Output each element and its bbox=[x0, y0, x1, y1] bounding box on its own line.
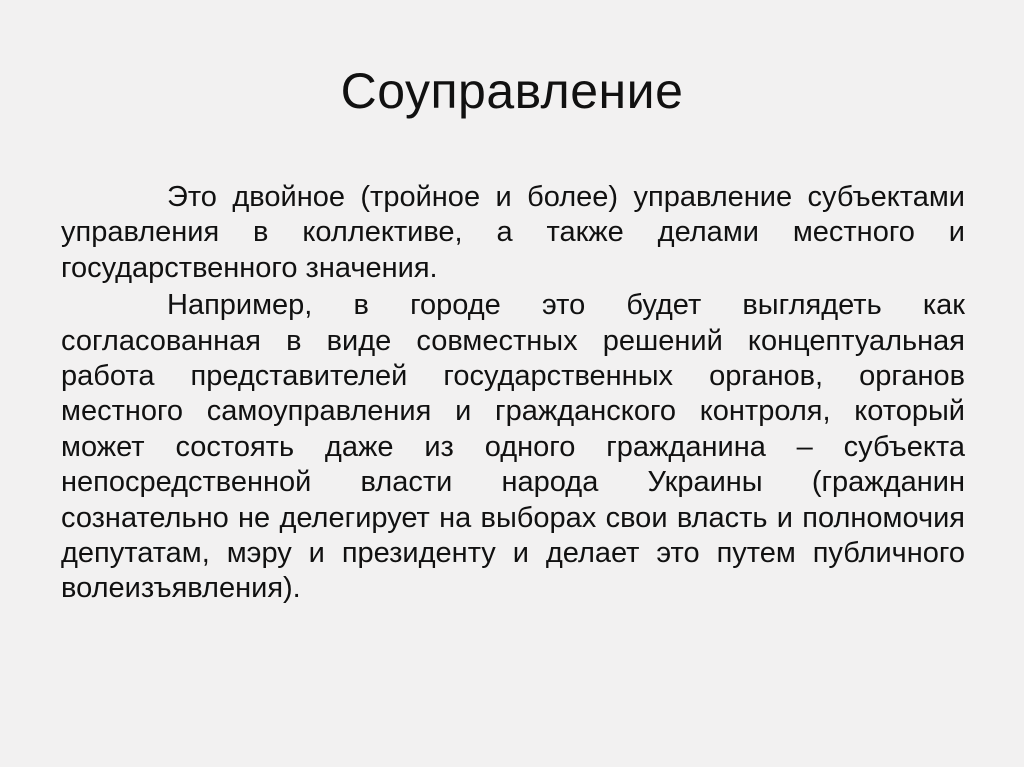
slide-body bbox=[61, 180, 965, 609]
slide-title: Соуправление bbox=[340, 63, 684, 119]
paragraph-example: Например, в городе это будет выглядеть как согласованная в виде совместных решений концептуальная работа представителей государственных органов, органов местного самоуправления и гражданского контроля, который может состоять даже из одного гражданина – субъекта непосредственной власти народа Украины (гражданин сознательно не делегирует на выборах свои власть и полномочия депутатам, мэру и президенту и делает это путем публичного волеизъявления). bbox=[61, 289, 965, 605]
paragraph-definition: Это двойное (тройное и более) управление субъектами управления в коллективе, а также делами местного и государственного значения. bbox=[61, 181, 965, 284]
